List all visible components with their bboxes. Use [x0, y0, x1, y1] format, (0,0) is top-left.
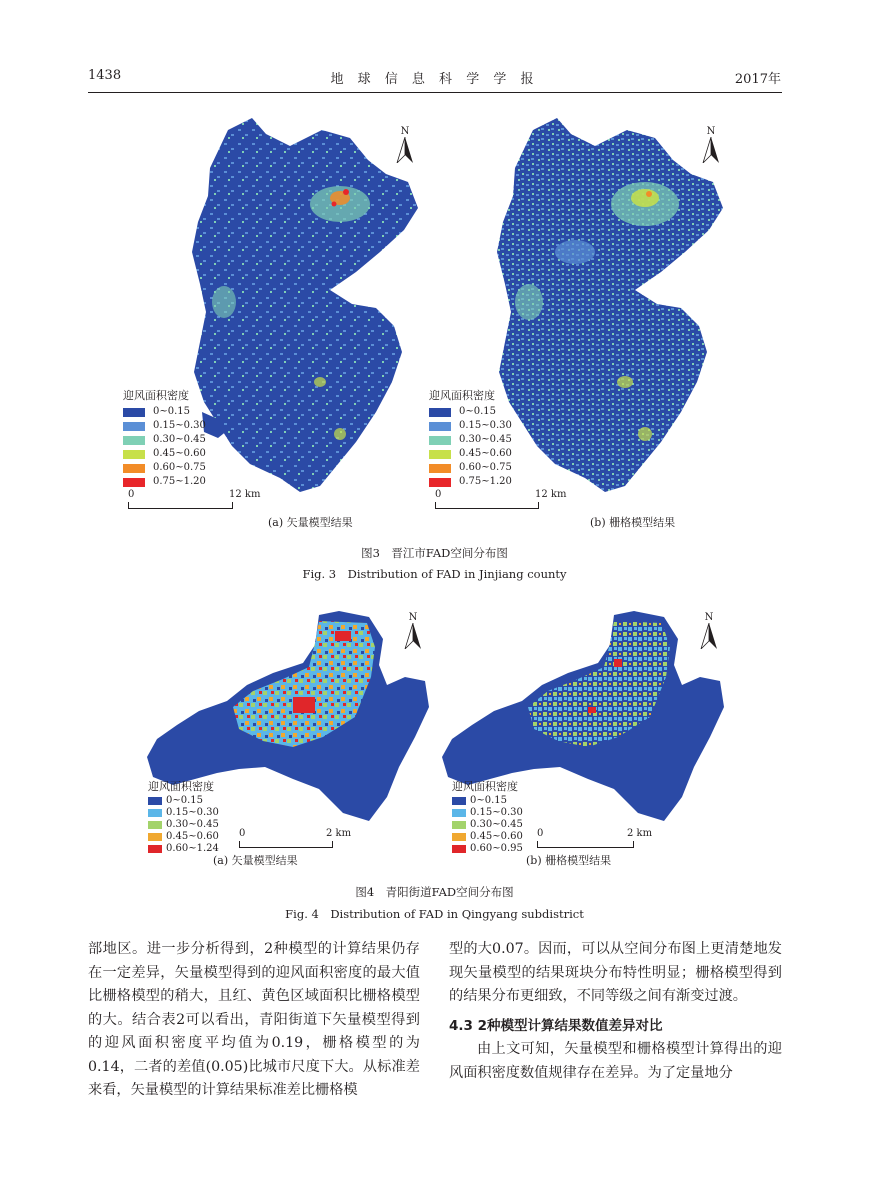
legend-swatch — [148, 845, 162, 853]
legend-swatch — [123, 464, 145, 473]
legend-row — [452, 843, 523, 855]
fig4-panel-a-label: (a) 矢量模型结果 — [213, 854, 298, 867]
fig4-north-arrow-b — [699, 612, 719, 652]
legend-label: 0.15~0.30 — [459, 420, 512, 431]
legend-swatch — [429, 450, 451, 459]
legend-swatch — [123, 408, 145, 417]
fig4-caption-cn: 图4 青阳街道FAD空间分布图 — [355, 885, 514, 899]
legend-label: 0.30~0.45 — [459, 434, 512, 445]
legend-row — [429, 405, 512, 419]
legend-label: 0~0.15 — [153, 406, 191, 417]
fig3-caption-en: Fig. 3 Distribution of FAD in Jinjiang county — [302, 567, 567, 581]
legend-label: 0~0.15 — [459, 406, 497, 417]
legend-row — [123, 419, 206, 433]
legend-title: 迎风面积密度 — [452, 780, 518, 793]
legend-swatch — [429, 422, 451, 431]
fig3-scalebar-b — [435, 489, 575, 511]
legend-row — [429, 419, 512, 433]
legend-swatch — [148, 797, 162, 805]
north-label: N — [706, 126, 716, 137]
legend-title: 迎风面积密度 — [429, 389, 495, 402]
north-label: N — [704, 612, 714, 623]
legend-label: 0.60~1.24 — [166, 843, 219, 854]
legend-label: 0.60~0.95 — [470, 843, 523, 854]
legend-row — [123, 447, 206, 461]
legend-swatch — [429, 408, 451, 417]
legend-label: 0.45~0.60 — [470, 831, 523, 842]
legend-swatch — [123, 478, 145, 487]
fig3-map-a — [180, 112, 440, 512]
legend-row — [452, 795, 523, 807]
legend-swatch — [452, 809, 466, 817]
legend-swatch — [148, 821, 162, 829]
legend-label: 0.60~0.75 — [459, 462, 512, 473]
legend-label: 0.75~1.20 — [459, 476, 512, 487]
fig4-panel-b-label: (b) 栅格模型结果 — [526, 854, 612, 867]
fig3-scalebar-a — [128, 489, 268, 511]
fig3-caption-cn: 图3 晋江市FAD空间分布图 — [361, 546, 508, 560]
legend-row — [148, 831, 219, 843]
fig4-legend-b — [452, 781, 523, 855]
legend-row — [429, 447, 512, 461]
scale-start: 0 — [435, 489, 442, 500]
legend-label: 0.45~0.60 — [459, 448, 512, 459]
legend-label: 0.30~0.45 — [153, 434, 206, 445]
legend-title: 迎风面积密度 — [148, 780, 214, 793]
legend-label: 0~0.15 — [166, 795, 204, 806]
section-heading: 4.3 2种模型计算结果数值差异对比 — [449, 1017, 663, 1034]
scale-start: 0 — [537, 828, 544, 839]
body-paragraph: 型的大0.07。因而，可以从空间分布图上更清楚地发现矢量模型的结果斑块分布特性明显；栅格模型得到的结果分布更细致，不同等级之间有渐变过渡。 — [449, 941, 782, 1004]
north-arrow-icon — [699, 623, 719, 649]
legend-row — [123, 433, 206, 447]
legend-row — [123, 475, 206, 489]
header-rule — [88, 92, 782, 93]
legend-label: 0.30~0.45 — [470, 819, 523, 830]
legend-swatch — [123, 422, 145, 431]
legend-swatch — [452, 845, 466, 853]
fig4-scalebar-a — [239, 828, 359, 850]
fig3-north-arrow-a — [395, 126, 415, 166]
body-paragraph: 由上文可知，矢量模型和栅格模型计算得出的迎风面积密度数值规律存在差异。为了定量地分 — [449, 1041, 782, 1081]
fig4-scalebar-b — [537, 828, 657, 850]
fig3-north-arrow-b — [701, 126, 721, 166]
north-arrow-icon — [701, 137, 721, 163]
legend-row — [429, 475, 512, 489]
legend-row — [123, 461, 206, 475]
legend-title: 迎风面积密度 — [123, 389, 189, 402]
legend-label: 0.30~0.45 — [166, 819, 219, 830]
legend-swatch — [452, 797, 466, 805]
north-arrow-icon — [395, 137, 415, 163]
page-number: 1438 — [88, 68, 122, 83]
scale-end: 12 km — [229, 489, 261, 500]
fig3-legend-a — [123, 389, 206, 489]
legend-label: 0.60~0.75 — [153, 462, 206, 473]
legend-swatch — [123, 436, 145, 445]
fig3-panel-a-label: (a) 矢量模型结果 — [268, 516, 353, 529]
legend-swatch — [148, 833, 162, 841]
scale-start: 0 — [128, 489, 135, 500]
fig3-legend-b — [429, 389, 512, 489]
legend-label: 0.15~0.30 — [166, 807, 219, 818]
north-label: N — [408, 612, 418, 623]
legend-label: 0~0.15 — [470, 795, 508, 806]
legend-swatch — [148, 809, 162, 817]
legend-row — [452, 807, 523, 819]
legend-swatch — [429, 478, 451, 487]
year: 2017年 — [734, 72, 781, 87]
legend-swatch — [452, 821, 466, 829]
fig3-panel-b-label: (b) 栅格模型结果 — [590, 516, 676, 529]
legend-row — [452, 819, 523, 831]
legend-label: 0.75~1.20 — [153, 476, 206, 487]
legend-row — [148, 819, 219, 831]
fig4-north-arrow-a — [403, 612, 423, 652]
legend-row — [148, 807, 219, 819]
legend-swatch — [123, 450, 145, 459]
legend-swatch — [429, 464, 451, 473]
legend-row — [123, 405, 206, 419]
legend-row — [429, 461, 512, 475]
legend-row — [429, 433, 512, 447]
legend-swatch — [429, 436, 451, 445]
legend-label: 0.45~0.60 — [153, 448, 206, 459]
body-right-column — [449, 938, 782, 1085]
legend-row — [148, 843, 219, 855]
legend-label: 0.15~0.30 — [470, 807, 523, 818]
fig4-caption-en: Fig. 4 Distribution of FAD in Qingyang subdistrict — [285, 907, 584, 921]
body-left-column — [88, 938, 420, 1103]
fig3-map-b — [485, 112, 745, 512]
journal-title: 地 球 信 息 科 学 学 报 — [330, 72, 539, 87]
scale-end: 12 km — [535, 489, 567, 500]
legend-swatch — [452, 833, 466, 841]
scale-end: 2 km — [326, 828, 352, 839]
scale-end: 2 km — [627, 828, 653, 839]
scale-start: 0 — [239, 828, 246, 839]
north-label: N — [400, 126, 410, 137]
legend-row — [148, 795, 219, 807]
legend-row — [452, 831, 523, 843]
body-paragraph: 部地区。进一步分析得到，2种模型的计算结果仍存在一定差异，矢量模型得到的迎风面积密度的最大值比栅格模型的稍大，且红、黄色区域面积比栅格模型的大。结合表2可以看出，青阳街道下矢量模型得到的迎风面积密度平均值为0.19，栅格模型的为0.14，二者的差值(0.05)比城市尺度下大。从标准差来看，矢量模型的计算结果标准差比栅格模 — [88, 941, 420, 1098]
legend-label: 0.15~0.30 — [153, 420, 206, 431]
legend-label: 0.45~0.60 — [166, 831, 219, 842]
north-arrow-icon — [403, 623, 423, 649]
fig4-legend-a — [148, 781, 219, 855]
